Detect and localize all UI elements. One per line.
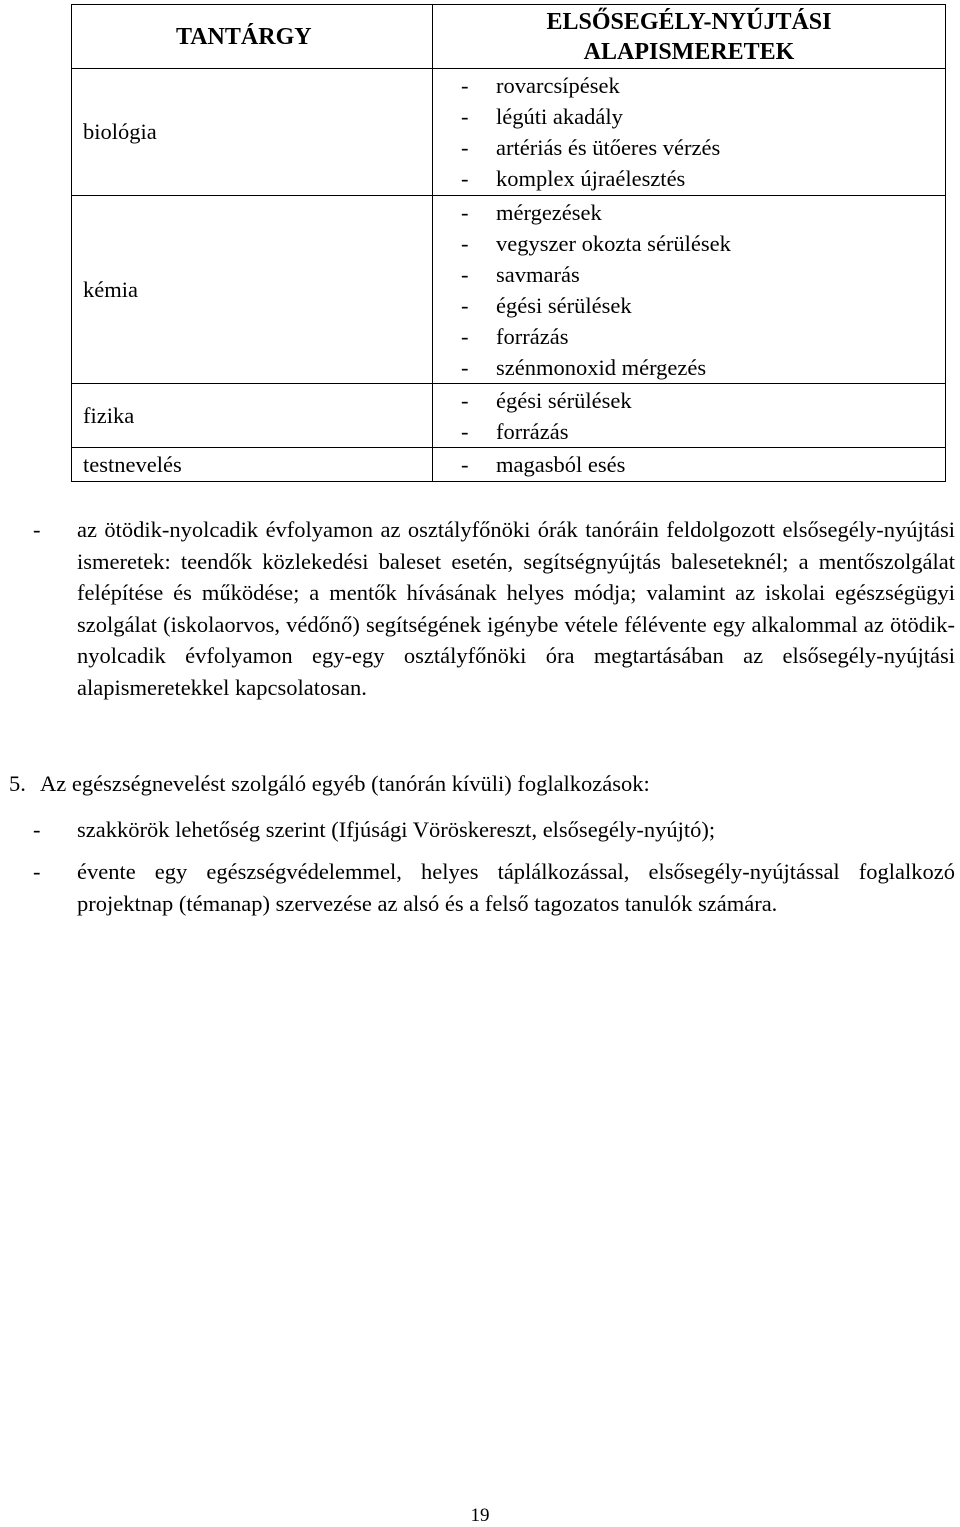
list-item: - szénmonoxid mérgezés	[461, 354, 707, 380]
list-item: - forrázás	[461, 418, 569, 444]
paragraph-project-day	[33, 856, 955, 919]
section-heading	[9, 768, 650, 800]
table-row	[72, 196, 946, 384]
header-knowledge-line2: ALAPISMERETEK	[583, 38, 795, 65]
list-item: - forrázás	[461, 323, 569, 349]
paragraph-text: évente egy egészségvédelemmel, helyes táplálkozással, elsősegély-nyújtással foglalkozó projektnap (témanap) szervezése az alsó és a felső tagozatos tanulók számára.	[77, 859, 955, 916]
items-cell	[433, 384, 946, 448]
subject-cell: fizika	[72, 384, 433, 448]
list-item: - artériás és ütőeres vérzés	[461, 135, 721, 160]
list-item: - légúti akadály	[461, 104, 623, 129]
table-header-row	[72, 5, 946, 69]
paragraph-text: az ötödik-nyolcadik évfolyamon az osztályfőnöki órák tanóráin feldolgozott elsősegély-nyújtási ismeretek: teendők közlekedési baleset esetén, segítségnyújtás baleseteknél; a mentőszolgálat felépítése és működése; a mentők hívásának helyes módja; valamint az iskolai egészségügyi szolgálat (iskolaorvos, védőnő) segítségének igénybe vétele félévente egy alkalommal az ötödik-nyolcadik évfolyamon egy-egy osztályfőnöki óra megtartásában az elsősegély-nyújtási alapismeretekkel kapcsolatosan.	[77, 517, 955, 700]
subject-cell: kémia	[72, 196, 433, 384]
page-number: 19	[470, 1505, 490, 1526]
items-cell	[433, 448, 946, 482]
list-item: - magasból esés	[461, 452, 626, 477]
list-item: - savmarás	[461, 261, 580, 287]
table-row	[72, 384, 946, 448]
first-aid-curriculum-table	[71, 4, 946, 482]
list-item: - égési sérülések	[461, 292, 632, 318]
paragraph-study-circles	[33, 814, 955, 846]
items-cell	[433, 196, 946, 384]
items-cell	[433, 69, 946, 196]
table-row	[72, 69, 946, 196]
subject-cell: biológia	[72, 69, 433, 196]
header-subject: TANTÁRGY	[72, 5, 433, 69]
list-item: - vegyszer okozta sérülések	[461, 230, 731, 256]
list-item: - rovarcsípések	[461, 73, 620, 98]
list-item: - mérgezések	[461, 199, 602, 225]
section-title: Az egészségnevelést szolgáló egyéb (tanórán kívüli) foglalkozások:	[40, 771, 650, 796]
list-item: - égési sérülések	[461, 387, 632, 413]
bullet-dash: -	[33, 817, 41, 842]
paragraph-class-teacher-lessons	[33, 514, 955, 703]
subject-cell: testnevelés	[72, 448, 433, 482]
list-item: - komplex újraélesztés	[461, 166, 686, 191]
section-number: 5.	[9, 771, 26, 796]
header-knowledge	[433, 5, 946, 69]
header-knowledge-line1: ELSŐSEGÉLY-NYÚJTÁSI	[546, 8, 832, 35]
bullet-dash: -	[33, 517, 41, 542]
table-row	[72, 448, 946, 482]
paragraph-text: szakkörök lehetőség szerint (Ifjúsági Vöröskereszt, elsősegély-nyújtó);	[77, 817, 716, 842]
bullet-dash: -	[33, 859, 41, 884]
